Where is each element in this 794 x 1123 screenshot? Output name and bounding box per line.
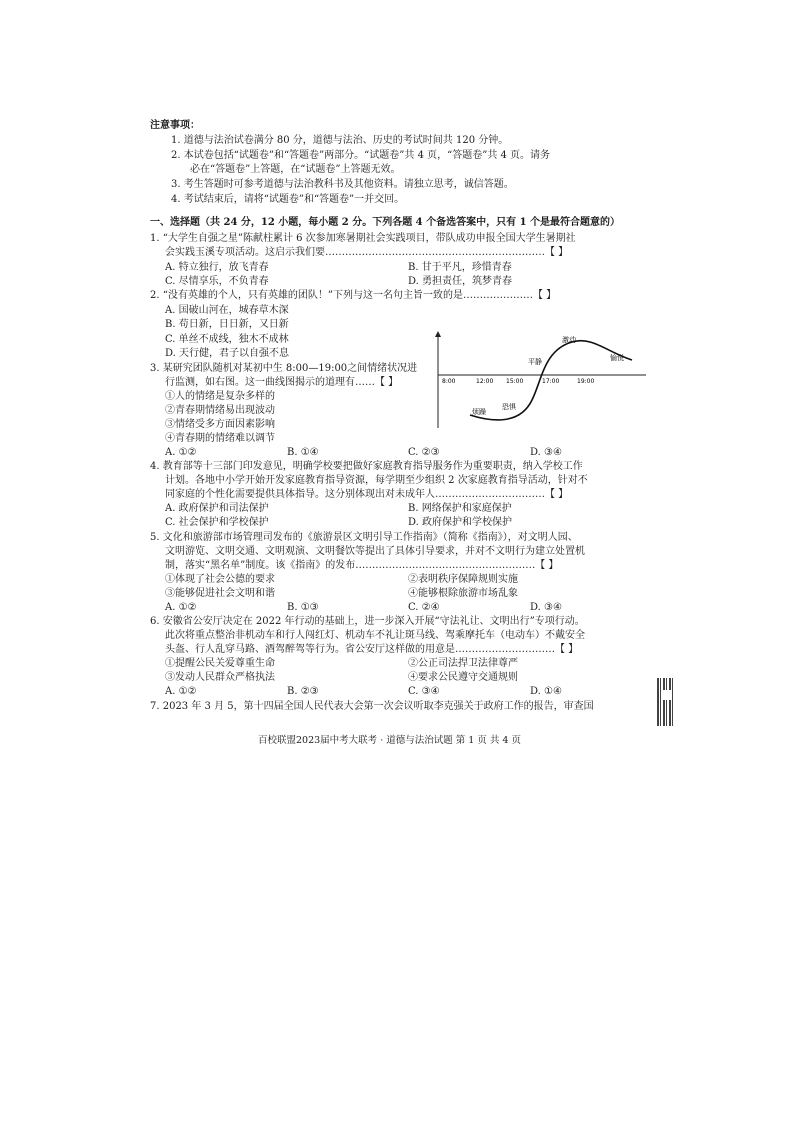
q3-item-1: ①人的情绪是复杂多样的	[165, 391, 275, 402]
q6-stem-line1: 6. 安徽省公安厅决定在 2022 年行动的基础上，进一步深入开展“守法礼让、文明出行”专项行动。	[150, 616, 585, 627]
curve-label-excited: 激动	[562, 336, 576, 344]
q5-item-4: ④能够根除旅游市场乱象	[408, 588, 518, 599]
q4-option-a: A. 政府保护和司法保护	[165, 503, 269, 514]
q2-option-a: A. 国破山河在，城春草木深	[165, 305, 289, 316]
curve-label-irritable: 烦躁	[472, 408, 486, 416]
q1-option-c: C. 尽情享乐，不负青春	[165, 276, 269, 287]
notice-item-2-cont: 必在“答题卷”上答题，在“试题卷”上答题无效。	[190, 164, 401, 175]
q6-option-c: C. ③④	[408, 686, 440, 697]
qr-code-finder	[662, 690, 672, 700]
q3-option-a: A. ①②	[165, 447, 197, 458]
q5-option-a: A. ①②	[165, 602, 197, 613]
page-footer: 百校联盟2023届中考大联考 · 道德与法治试题 第 1 页 共 4 页	[258, 735, 521, 746]
q2-option-b: B. 苟日新，日日新，又日新	[165, 319, 289, 330]
q6-item-2: ②公正司法捍卫法律尊严	[408, 658, 518, 669]
q5-option-c: C. ②④	[408, 602, 440, 613]
tick-label: 8:00	[442, 378, 456, 385]
q1-stem-line1: 1. “大学生自强之星”陈献柱累计 6 次参加寒暑期社会实践项目，带队成功申报全国大学生暑期社	[150, 233, 576, 244]
notice-title: 注意事项：	[150, 120, 200, 131]
tick-label: 19:00	[577, 378, 595, 385]
q3-option-d: D. ③④	[530, 447, 562, 458]
q6-item-4: ④要求公民遵守交通规则	[408, 672, 518, 683]
q3-item-3: ③情绪受多方面因素影响	[165, 419, 275, 430]
q6-option-a: A. ①②	[165, 686, 197, 697]
q6-stem-line2: 此次将重点整治非机动车和行人闯红灯、机动车不礼让斑马线、驾乘摩托车（电动车）不戴安全	[165, 630, 585, 641]
notice-item-2: 2. 本试卷包括“试题卷”和“答题卷”两部分。“试题卷”共 4 页，“答题卷”共 4 页。请务	[171, 150, 551, 161]
q1-stem-line2: 会实践玉溪专项活动。这启示我们要…………………………………………………………【 】	[165, 247, 569, 258]
q4-option-c: C. 社会保护和学校保护	[165, 517, 269, 528]
q3-stem-line2: 行监测，如右图。这一曲线图揭示的道理有……【 】	[165, 377, 399, 388]
q1-option-b: B. 甘于平凡，珍惜青春	[408, 262, 512, 273]
tick-label: 12:00	[476, 378, 494, 385]
notice-item-1: 1. 道德与法治试卷满分 80 分，道德与法治、历史的考试时间共 120 分钟。	[171, 135, 509, 146]
tick-label: 15:00	[506, 378, 524, 385]
q1-option-d: D. 勇担责任，筑梦青春	[408, 276, 513, 287]
q3-item-2: ②青春期情绪易出现波动	[165, 405, 275, 416]
q5-item-3: ③能够促进社会文明和谐	[165, 588, 275, 599]
emotion-curve-figure	[432, 330, 652, 430]
q5-item-1: ①体现了社会公德的要求	[165, 574, 275, 585]
notice-item-4: 4. 考试结束后，请将“试题卷”和“答题卷”一并交回。	[171, 194, 405, 205]
q2-stem: 2. “没有英雄的个人，只有英雄的团队！”下列与这一名句主旨一致的是…………………【 】	[150, 290, 557, 301]
q6-item-3: ③发动人民群众严格执法	[165, 672, 275, 683]
q1-option-a: A. 特立独行，放飞青春	[165, 262, 269, 273]
q3-stem-line1: 3. 某研究团队随机对某初中生 8:00—19:00之间情绪状况进	[150, 363, 418, 374]
curve-label-fear: 恐惧	[502, 403, 516, 411]
y-axis-arrow-icon	[435, 331, 441, 337]
qr-code-icon	[657, 678, 675, 726]
tick-label: 17:00	[542, 378, 560, 385]
q4-stem-line1: 4. 教育部等十三部门印发意见，明确学校要把做好家庭教育指导服务作为重要职责，纳入学校工作	[150, 461, 583, 472]
q6-stem-line3: 头盔、行人乱穿马路、酒驾醉驾等行为。省公安厅这样做的用意是…………………………【 】	[165, 644, 579, 655]
q4-stem-line2: 计划。各地中小学开始开发家庭教育指导资源，每学期至少组织 2 次家庭教育指导活动，针对不	[165, 475, 588, 486]
q4-option-d: D. 政府保护和学校保护	[408, 517, 513, 528]
q5-option-d: D. ③④	[530, 602, 562, 613]
q3-option-b: B. ①④	[287, 447, 319, 458]
q4-option-b: B. 网络保护和家庭保护	[408, 503, 512, 514]
q6-item-1: ①提醒公民关爱尊重生命	[165, 658, 275, 669]
q6-option-d: D. ①④	[530, 686, 562, 697]
q5-item-2: ②表明秩序保障规则实施	[408, 574, 518, 585]
q3-option-c: C. ②③	[408, 447, 440, 458]
q5-stem-line1: 5. 文化和旅游部市场管理司发布的《旅游景区文明引导工作指南》（简称《指南》），对文明人园、	[150, 532, 578, 543]
q5-option-b: B. ①③	[287, 602, 319, 613]
q4-stem-line3: 同家庭的个性化需要提供具体指导。这分别体现出对未成年人……………………………【 】	[165, 489, 569, 500]
q2-option-c: C. 单丝不成线，独木不成林	[165, 334, 289, 345]
q6-option-b: B. ②③	[287, 686, 319, 697]
q7-stem-line1: 7. 2023 年 3 月 5，第十四届全国人民代表大会第一次会议听取李克强关于政府工作的报告，审查国	[150, 701, 594, 712]
q3-item-4: ④青春期的情绪难以调节	[165, 433, 275, 444]
curve-label-calm: 平静	[528, 358, 542, 366]
q2-option-d: D. 天行健，君子以自强不息	[165, 348, 290, 359]
q5-stem-line3: 制，落实“黑名单”制度。该《指南》的发布………………………………………………【 】	[165, 560, 559, 571]
section-heading: 一、选择题（共 24 分，12 小题，每小题 2 分。下列各题 4 个备选答案中，只有 1 个是最符合题意的）	[150, 217, 621, 228]
q5-stem-line2: 文明游览、文明交通、文明观演、文明餐饮等提出了具体引导要求，并对不文明行为建立处置机	[165, 546, 585, 557]
notice-item-3: 3. 考生答题时可参考道德与法治教科书及其他资料。请独立思考，诚信答题。	[171, 179, 514, 190]
curve-label-joy: 愉悦	[610, 354, 624, 362]
